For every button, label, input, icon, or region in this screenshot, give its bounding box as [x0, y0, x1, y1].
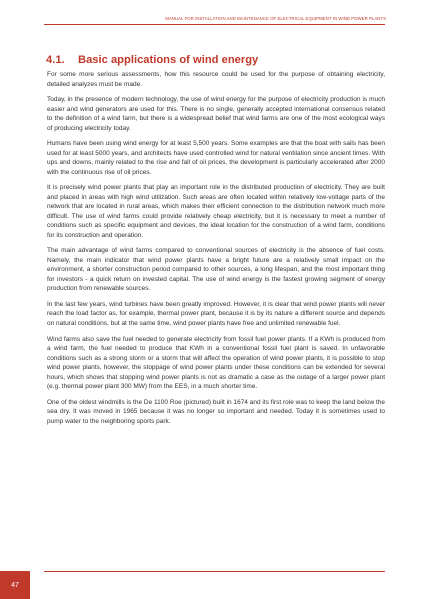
paragraph: It is precisely wind power plants that play an important role in the distributed production of electricity. They are built and placed in areas with high wind utilization. Such areas are often located within relatively low-voltage parts of the network that are located in rural areas, which makes their efficient connection to the distribution network much more difficult. The use of wind farms could provide relatively cheap electricity, but it is necessary to meet a number of conditions such as specific equipment and devices, the ideal location for the construction of a wind farm, conditions for its construction and operation.	[47, 184, 385, 239]
paragraph: Wind farms also save the fuel needed to generate electricity from fossil fuel power plants. If a KWh is produced from a wind farm, the fuel needed to produce that KWh in a conventional fossil fuel plant is saved. In unfavorable conditions such as a strong storm or a storm that will affect the operation of wind power plants, it is possible to stop wind power plants, however, the stoppage of wind power plants under these conditions can be extended for several hours, which shows that stopping wind power plants is not as dramatic a case as the outage of a larger power plant (e.g. thermal power plant 300 MW) from the EES, in a much shorter time.	[47, 335, 385, 391]
section-heading	[46, 54, 386, 66]
header-divider	[44, 24, 385, 25]
paragraph: One of the oldest windmills is the De 1100 Roe (pictured) built in 1674 and its first role was to keep the land below the sea dry. It was moved in 1965 because it was no longer so important and needed. Today it is sometimes used to pump water to the neighboring sports park.	[47, 398, 385, 425]
paragraph: Humans have been using wind energy for at least 5,500 years. Some examples are that the boat with sails has been used for at least 5000 years, and architects have used controlled wind for natural ventilation since ancient times. With ups and downs, mainly related to the rise and fall of oil prices, the development is particularly accelerated after 2000 with the continuous rise of oil prices.	[47, 140, 385, 176]
body-text	[47, 70, 385, 432]
paragraph: For some more serious assessments, how this resource could be used for the purpose of obtaining electricity, detailed analyzes must be made.	[47, 71, 385, 88]
section-title: Basic applications of wind energy	[78, 54, 259, 67]
running-header: MANUAL FOR INSTALLATION AND MAINTENANCE OF ELECTRICAL EQUIPMENT IN WIND POWER PLANTS	[165, 16, 386, 21]
paragraph: In the last few years, wind turbines have been greatly improved. However, it is clear that wind power plants will never reach the load factor as, for example, thermal power plant, because it is by its nature a different source and depends on natural conditions, but at the same time, wind power plants have free and unlimited renewable fuel.	[47, 300, 385, 327]
paragraph: The main advantage of wind farms compared to conventional sources of electricity is the absence of fuel costs. Namely, the main indicator that wind power plants have a bright future are a relatively small impact on the environment, a shorter construction period compared to other sources, a long lifespan, and the most important thing for investors - a quick return on invested capital. The use of wind energy is the fastest growing segment of energy production from renewable sources.	[47, 247, 385, 293]
page-number: 47	[0, 571, 30, 599]
section-number: 4.1.	[46, 54, 65, 67]
footer-divider	[44, 571, 385, 572]
paragraph: Today, in the presence of modern technology, the use of wind energy for the purpose of electricity production is much easier and wind generators are used for this. There is no single, generally accepted international consensus related to the definition of a wind farm, but there is a widespread belief that wind farms are one of the most ecological ways of producing electricity today.	[47, 96, 385, 132]
